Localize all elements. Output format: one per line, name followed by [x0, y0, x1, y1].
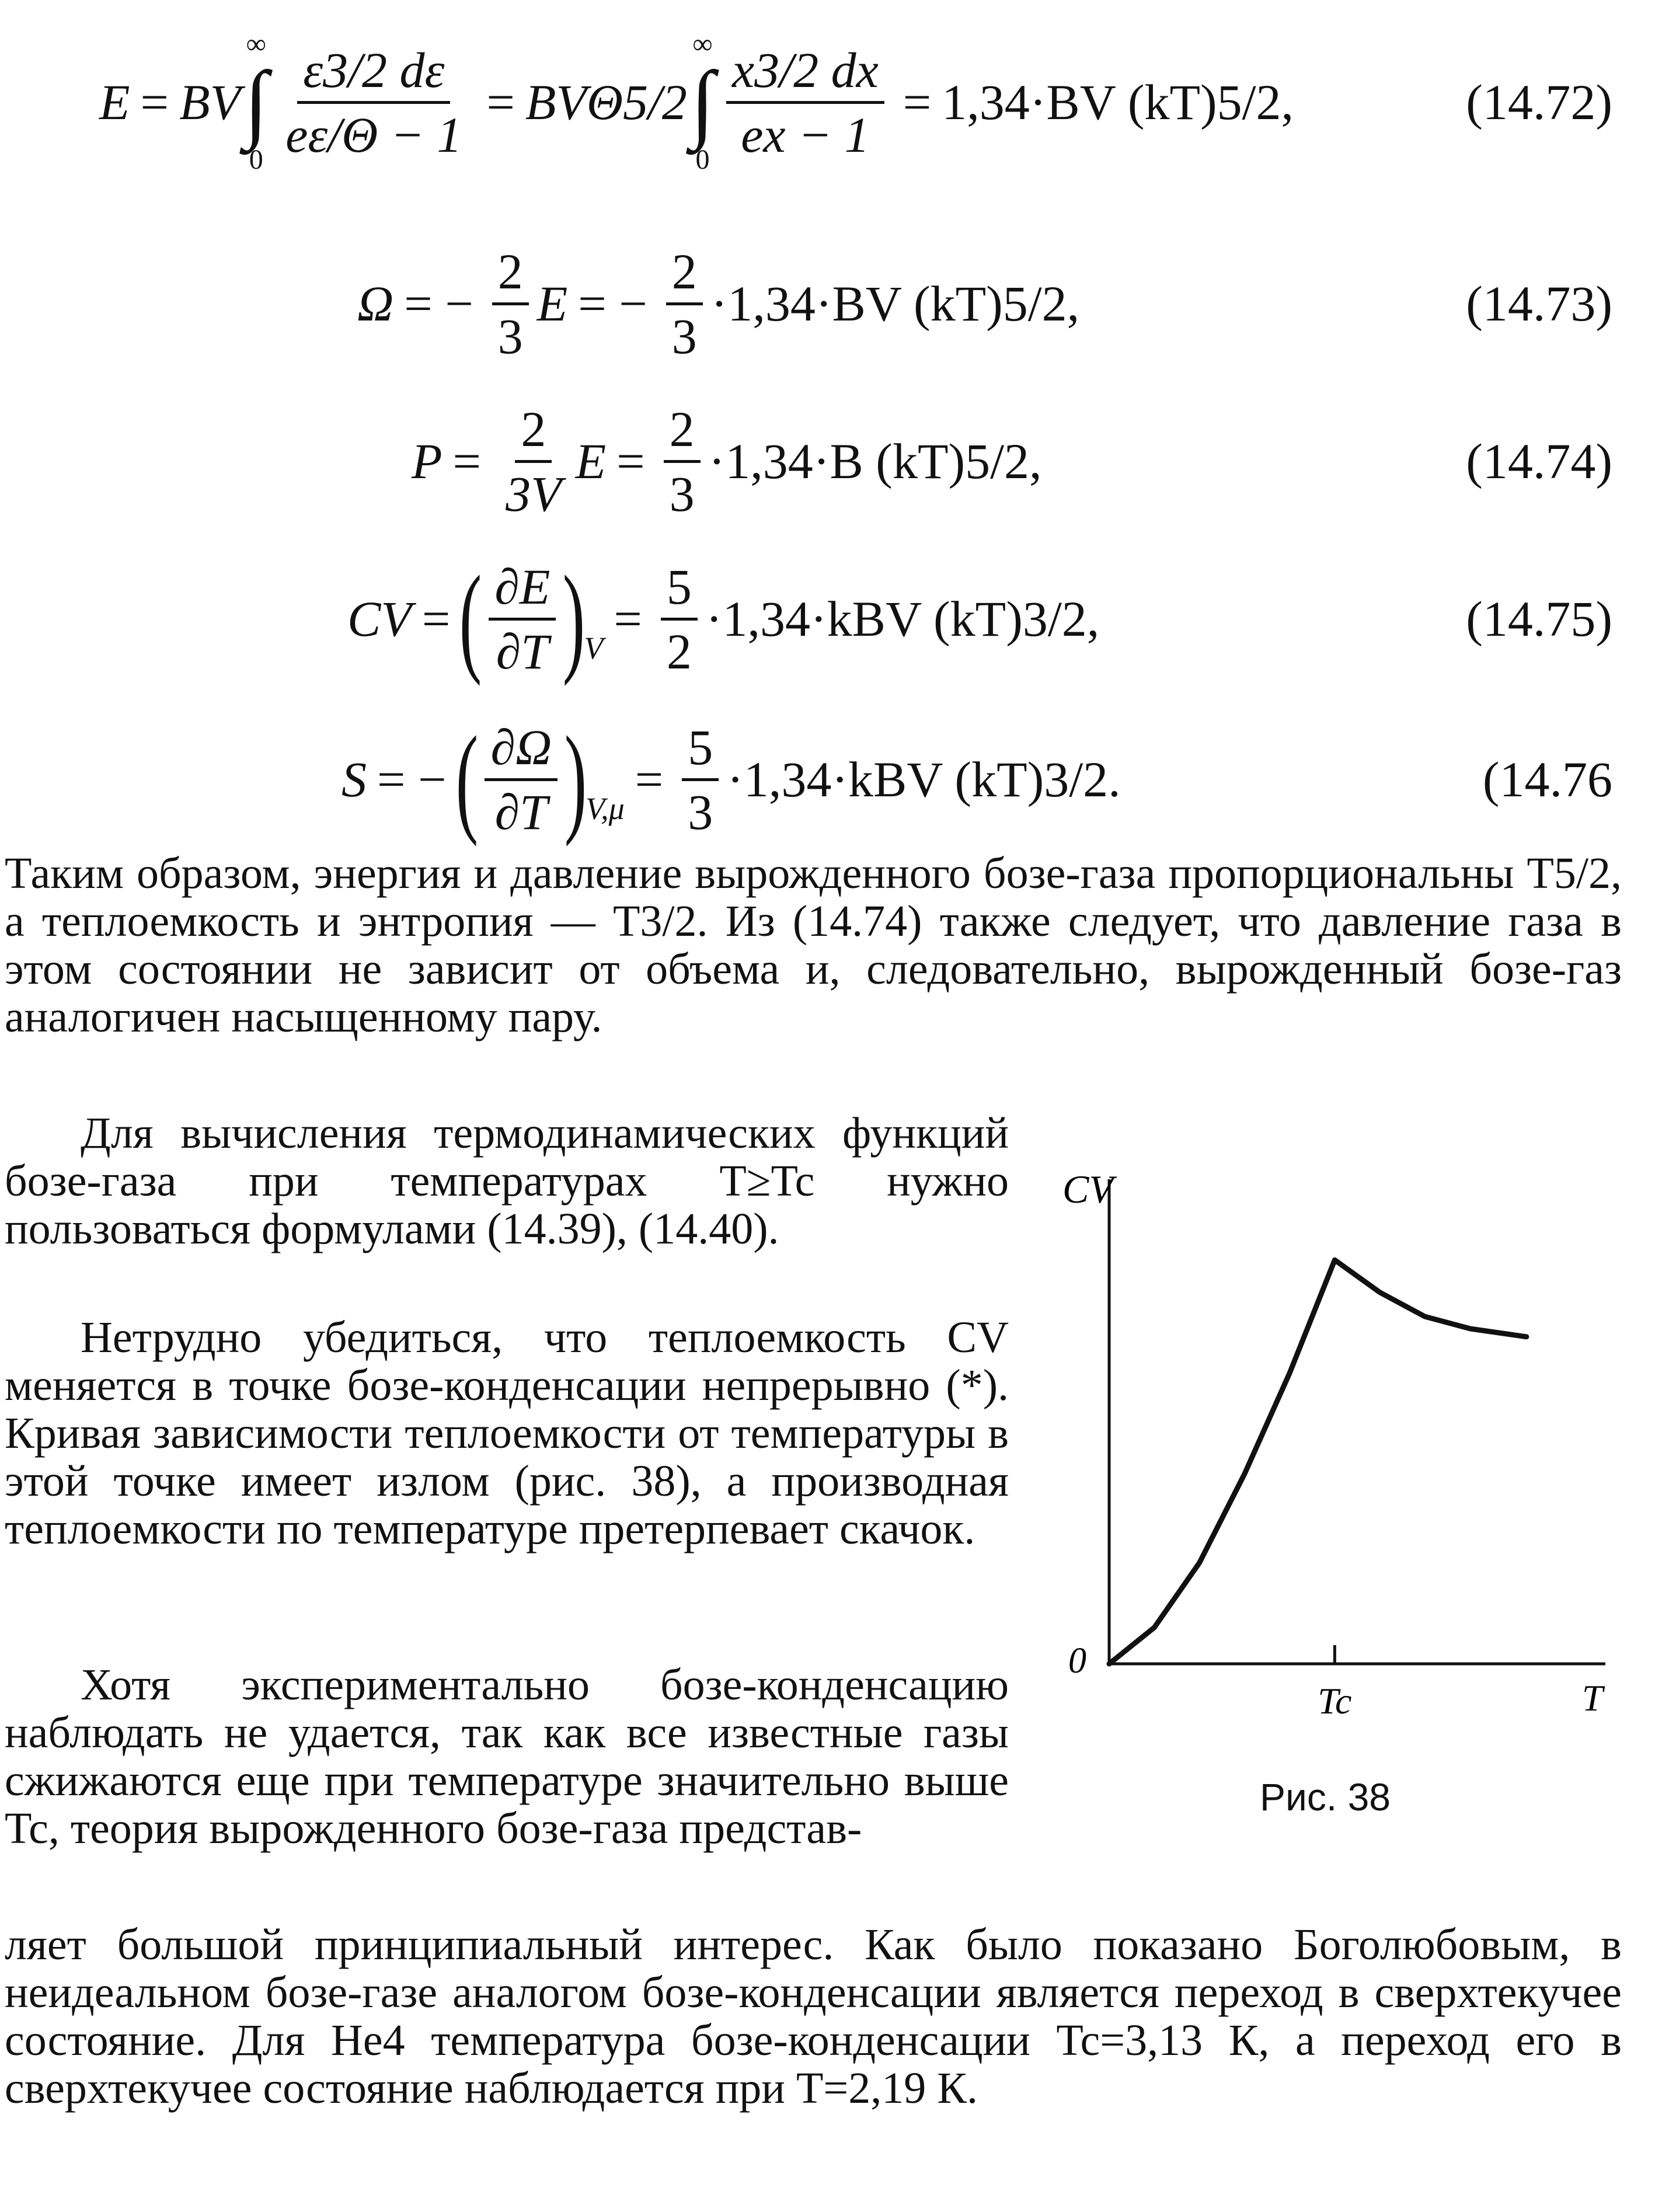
eq72-rhs: 1,34·BV (kT)5/2,	[942, 74, 1294, 130]
eq73-lhs: Ω	[357, 276, 394, 332]
eq72-integral-2: ∞ ∫ 0	[690, 29, 715, 175]
eq73-equals: = −	[404, 276, 473, 332]
origin-label: 0	[1068, 1641, 1086, 1681]
eq75-derivative: $\frac{\partial E}{\partial T}$	[489, 562, 556, 677]
equation-14-75: CV = ( $\frac{\partial E}{\partial T}$ ) V = $\frac{5}{2}$ ·1,34·kBV (kT)3/2, (14.75)	[0, 537, 1662, 701]
eq72-number: (14.72)	[1466, 74, 1612, 130]
eq76-lhs: S	[342, 751, 367, 807]
eq75-equals-2: =	[614, 591, 642, 647]
paragraph-2-text: Для вычисления термодинамических функций бозе-газа при температурах T≥Tc нужно пользоваться формулами (14.39), (14.40).	[5, 1109, 1009, 1253]
eq75-subscript: V	[584, 630, 604, 666]
eq72-integral-1: ∞ ∫ 0	[244, 29, 269, 175]
eq74-number: (14.74)	[1466, 433, 1612, 489]
y-axis-label: CV	[1062, 1167, 1113, 1211]
eq72-equals-3: =	[903, 74, 932, 130]
paragraph-3-text: Нетрудно убедиться, что теплоемкость CV меняется в точке бозе-конденсации непрерывно (*). Кривая зависимости теплоемкости от температуры в этой точке имеет излом (рис. 38), а производная теплоемкости по температуре претерпевает скачок.	[5, 1313, 1009, 1553]
eq74-rhs: ·1,34·B (kT)5/2,	[708, 433, 1042, 489]
tc-label: Tc	[1318, 1680, 1352, 1722]
paragraph-3	[5, 1314, 1009, 1553]
equation-14-72	[0, 15, 1662, 190]
eq76-number: (14.76	[1482, 751, 1612, 807]
eq72-fraction-1: $\frac{\varepsilon 3/2 d\varepsilon}{e\varepsilon/\Theta - 1}$	[285, 41, 462, 163]
figure-caption: Рис. 38	[1260, 1775, 1391, 1819]
eq75-number: (14.75)	[1466, 591, 1612, 647]
eq72-fraction-2: $\frac{x3/2 dx}{ex - 1}$	[726, 45, 884, 160]
eq74-equals-2: =	[616, 433, 645, 489]
paragraph-1	[5, 849, 1622, 1041]
eq73-fraction-2: $\frac{2}{3}$	[666, 246, 703, 361]
figure-38-chart	[1045, 1156, 1629, 1728]
eq75-fraction: $\frac{5}{2}$	[661, 562, 698, 677]
eq72-equals-2: =	[486, 74, 515, 130]
equation-14-76: S = − ( $\frac{\partial\Omega}{\partial T}$ ) V,μ = $\frac{5}{3}$ ·1,34·kBV (kT)3/2. (14.76	[0, 698, 1662, 861]
eq74-lhs: P	[412, 433, 442, 489]
eq73-fraction-1: $\frac{2}{3}$	[492, 246, 529, 361]
cv-curve	[1109, 1260, 1527, 1664]
paragraph-5-text: ляет большой принципиальный интерес. Как было показано Боголюбовым, в неидеальном бозе-газе аналогом бозе-конденсации является переход в сверхтекучее состояние. Для He4 температура бозе-конденсации Tc=3,13 К, а переход его в сверхтекучее состояние наблюдается при T=2,19 К.	[5, 1920, 1622, 2113]
eq76-fraction: $\frac{5}{3}$	[682, 722, 719, 837]
eq75-equals: =	[421, 591, 451, 647]
eq76-rhs: ·1,34·kBV (kT)3/2.	[727, 751, 1121, 807]
eq74-fraction-2: $\frac{2}{3}$	[664, 404, 701, 519]
eq75-lhs: CV	[347, 591, 412, 647]
paragraph-1-text: Таким образом, энергия и давление вырожденного бозе-газа пропорциональны T5/2, а теплоемкость и энтропия — T3/2. Из (14.74) также следует, что давление газа в этом состоянии не зависит от объема и, следовательно, вырожденный бозе-газ аналогичен насыщенному пару.	[5, 849, 1622, 1041]
eq76-equals-2: =	[635, 751, 664, 807]
eq72-lhs: E	[99, 74, 130, 130]
eq73-equals-2: = −	[578, 276, 647, 332]
eq73-rhs: ·1,34·BV (kT)5/2,	[710, 276, 1080, 332]
paragraph-4	[5, 1661, 1009, 1852]
eq74-energy: E	[575, 433, 607, 489]
eq74-fraction-1: $\frac{2}{3V}$	[506, 400, 562, 522]
eq75-rhs: ·1,34·kBV (kT)3/2,	[705, 591, 1100, 647]
eq76-derivative: $\frac{\partial\Omega}{\partial T}$	[485, 722, 558, 837]
eq74-equals: =	[452, 433, 482, 489]
equation-14-74	[0, 385, 1662, 537]
paragraph-4-text: Хотя экспериментально бозе-конденсацию наблюдать не удается, так как все известные газы сжижаются еще при температуре значительно выше Tc, теория вырожденного бозе-газа представ-	[5, 1660, 1009, 1853]
eq76-equals: = −	[377, 751, 447, 807]
paragraph-2	[5, 1109, 1009, 1253]
eq76-subscript: V,μ	[586, 791, 625, 826]
t-axis-label: T	[1582, 1677, 1603, 1719]
eq72-bv-theta: BVΘ5/2	[525, 74, 687, 130]
equation-14-73	[0, 228, 1662, 379]
eq72-equals: =	[140, 74, 169, 130]
paragraph-5	[5, 1921, 1622, 2112]
eq73-number: (14.73)	[1466, 276, 1612, 332]
eq73-energy: E	[536, 276, 568, 332]
eq72-bv: BV	[179, 74, 241, 130]
